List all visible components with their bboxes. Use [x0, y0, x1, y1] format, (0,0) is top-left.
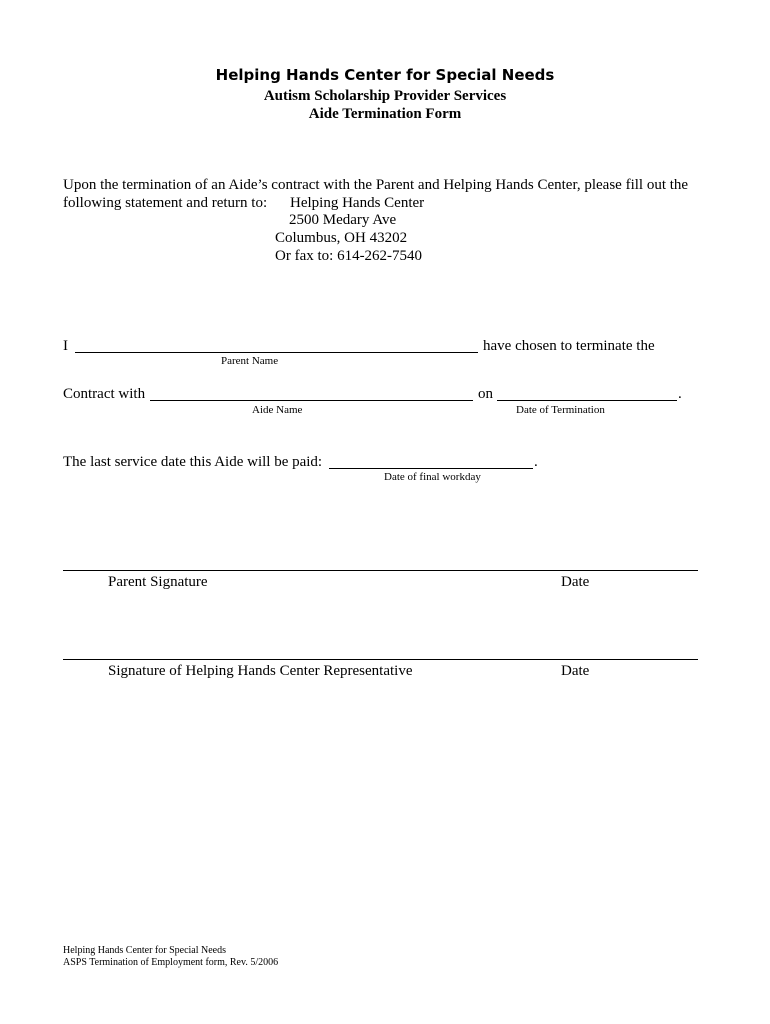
address-city: Columbus, OH 43202 — [275, 230, 408, 246]
terminate-text: have chosen to terminate the — [483, 338, 655, 354]
final-workday-caption: Date of final workday — [384, 471, 481, 483]
parent-signature-line[interactable] — [63, 570, 698, 571]
representative-date-label: Date — [561, 663, 590, 679]
parent-name-caption: Parent Name — [221, 355, 279, 367]
final-workday-field[interactable] — [329, 468, 533, 469]
parent-date-label: Date — [561, 574, 590, 590]
statement-i: I — [63, 338, 68, 354]
on-label: on — [478, 386, 493, 402]
parent-signature-label: Parent Signature — [108, 574, 208, 590]
intro-line-1: Upon the termination of an Aide’s contract with the Parent and Helping Hands Center, please fill out the — [63, 177, 689, 193]
footer-org: Helping Hands Center for Special Needs — [63, 945, 227, 956]
fax-number: Or fax to: 614-262-7540 — [275, 248, 423, 264]
aide-name-caption: Aide Name — [252, 404, 303, 416]
termination-date-field[interactable] — [497, 400, 677, 401]
footer-form-revision: ASPS Termination of Employment form, Rev. 5/2006 — [63, 957, 279, 968]
period-2: . — [534, 454, 538, 470]
intro-line-2: following statement and return to: — [63, 195, 268, 211]
aide-name-field[interactable] — [150, 400, 473, 401]
organization-title: Helping Hands Center for Special Needs — [215, 66, 555, 84]
last-service-label: The last service date this Aide will be paid: — [63, 454, 323, 470]
termination-date-caption: Date of Termination — [516, 404, 605, 416]
representative-signature-label: Signature of Helping Hands Center Representative — [108, 663, 413, 679]
program-title: Autism Scholarship Provider Services — [263, 88, 507, 104]
address-name: Helping Hands Center — [290, 195, 425, 211]
address-street: 2500 Medary Ave — [289, 212, 397, 228]
period: . — [678, 386, 682, 402]
form-title: Aide Termination Form — [308, 106, 462, 122]
contract-with-label: Contract with — [63, 386, 146, 402]
parent-name-field[interactable] — [75, 352, 478, 353]
representative-signature-line[interactable] — [63, 659, 698, 660]
